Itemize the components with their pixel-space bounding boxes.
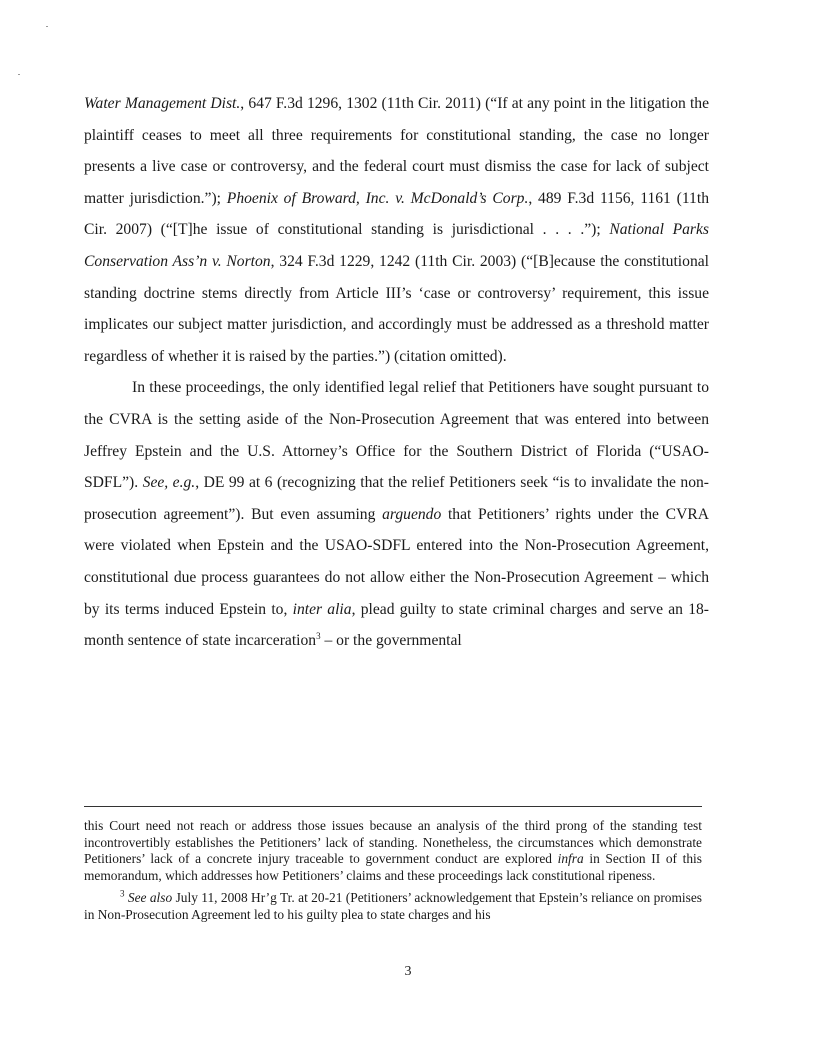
text-run: , plead guilty to state criminal charges and serve an 18-month sentence of state incarceration	[84, 600, 710, 650]
text-run: , 324 F.3d 1229, 1242 (11th Cir. 2003) (“[B]ecause the constitutional standing doctrine stems directly from Article III’s ‘case or controversy’ requirement, this issue implicates our subject matter jurisdiction, and accordingly must be addressed as a threshold matter regardless of whether it is raised by the parties.”) (citation omitted).	[84, 252, 709, 365]
body-text	[84, 88, 709, 657]
scan-speck	[18, 74, 20, 75]
text-run: , 489 F.3d 1156, 1161 (11th Cir. 2007) (“[T]he issue of constitutional standing is jurisdictional . . . .”);	[84, 189, 709, 239]
italic-citation: arguendo	[382, 505, 442, 523]
text-run: , 647 F.3d 1296, 1302 (11th Cir. 2011) (“If at any point in the litigation the plaintiff ceases to meet all three requirements for constitutional standing, the case no longer presents a live case or controversy, and the federal court must dismiss the case for lack of subject matter jurisdiction.”);	[84, 95, 710, 207]
footnote-marker: 3	[120, 888, 125, 899]
text-run: this Court need not reach or address those issues because an analysis of the third prong of the standing test incontrovertibly establishes the Petitioners’ lack of standing. Nonetheless, the circumstances which demonstrate Petitioners’ lack of a concrete injury traceable to government conduct are explored	[84, 818, 702, 866]
paragraph-cvra-relief	[84, 372, 709, 656]
italic-citation: Water Management Dist.	[84, 95, 241, 112]
footnote-marker: 3	[316, 630, 321, 641]
scan-speck	[46, 26, 48, 27]
text-run: In these proceedings, the only identified legal relief that Petitioners have sought pursuant to the CVRA is the setting aside of the Non-Prosecution Agreement that was entered into between Jeffrey Epstein and the U.S. Attorney’s Office for the Southern District of Florida (“USAO-SDFL”).	[84, 379, 709, 492]
text-run: July 11, 2008 Hr’g Tr. at 20-21 (Petitioners’ acknowledgement that Epstein’s reliance on promises in Non-Prosecution Agreement led to his guilty plea to state charges and his	[84, 890, 702, 922]
footnote-3	[84, 890, 702, 923]
text-run: – or the governmental	[320, 632, 462, 650]
italic-citation: See, e.g.	[142, 474, 196, 492]
page-number: 3	[404, 964, 412, 979]
footnote-continued	[84, 818, 702, 884]
italic-citation: Phoenix of Broward, Inc. v. McDonald’s Corp.	[226, 189, 529, 207]
italic-citation: inter alia	[292, 600, 352, 618]
footnote-divider	[84, 806, 702, 807]
footnotes	[84, 818, 702, 929]
italic-citation: National Parks Conservation Ass’n v. Norton	[84, 221, 709, 270]
italic-citation: infra	[557, 851, 584, 866]
text-run: that Petitioners’ rights under the CVRA were violated when Epstein and the USAO-SDFL entered into the Non-Prosecution Agreement, constitutional due process guarantees do not allow either the Non-Prosecution Agreement – which by its terms induced Epstein to,	[84, 505, 709, 618]
paragraph-continued	[84, 88, 709, 372]
text-run: , DE 99 at 6 (recognizing that the relief Petitioners seek “is to invalidate the non-prosecution agreement”). But even assuming	[84, 474, 709, 523]
italic-citation: See also	[127, 890, 173, 905]
text-run: in Section II of this memorandum, which addresses how Petitioners’ claims and these proceedings lack constitutional ripeness.	[84, 851, 702, 883]
